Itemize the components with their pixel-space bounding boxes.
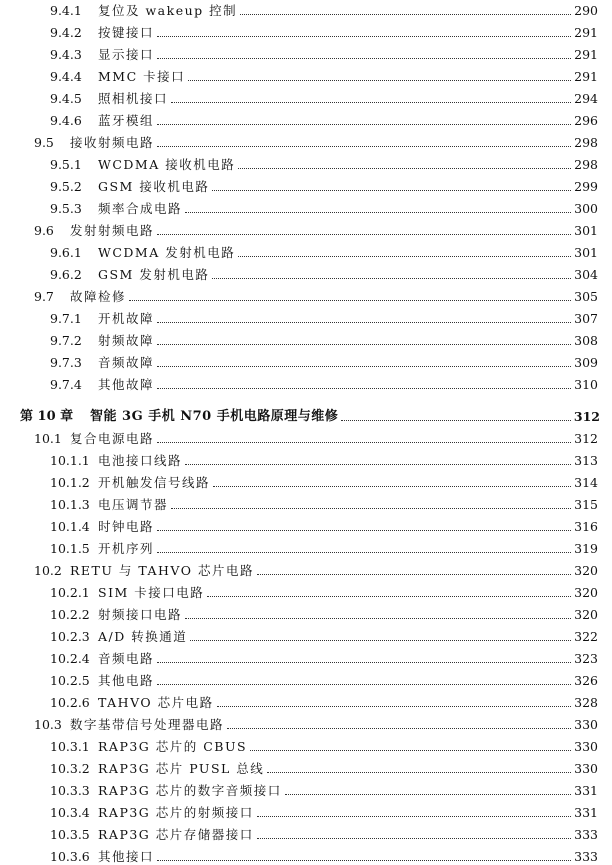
toc-entry[interactable]: [50, 534, 598, 556]
toc-entry-title: 开机故障: [98, 311, 155, 326]
dot-leader: [157, 58, 571, 59]
toc-entry[interactable]: [34, 424, 598, 446]
toc-entry-page: 330: [574, 739, 598, 754]
toc-entry-title: 照相机接口: [98, 91, 169, 106]
dot-leader: [157, 124, 571, 125]
toc-entry-number: 第 10 章: [20, 409, 74, 424]
dot-leader: [157, 552, 571, 553]
toc-entry[interactable]: [50, 194, 598, 216]
toc-entry-number: 9.5.2: [50, 179, 82, 194]
toc-entry-number: 9.4.2: [50, 25, 82, 40]
toc-entry-title: 复位及 wakeup 控制: [98, 3, 238, 18]
dot-leader: [171, 508, 571, 509]
toc-entry-page: 328: [574, 695, 598, 710]
toc-entry[interactable]: [50, 446, 598, 468]
toc-entry-page: 323: [574, 651, 598, 666]
toc-entry-number: 9.7.3: [50, 355, 82, 370]
toc-entry[interactable]: [50, 18, 598, 40]
toc-entry-page: 290: [574, 3, 598, 18]
toc-entry-title: 时钟电路: [98, 519, 155, 534]
toc-entry-page: 309: [574, 355, 598, 370]
dot-leader: [157, 146, 571, 147]
toc-entry-number: 9.6.2: [50, 267, 82, 282]
toc-entry[interactable]: [50, 348, 598, 370]
toc-entry[interactable]: [34, 710, 598, 732]
toc-entry-number: 10.1: [34, 431, 62, 446]
toc-entry-number: 9.7.1: [50, 311, 82, 326]
toc-entry-number: 9.5.1: [50, 157, 82, 172]
toc-entry-title: 蓝牙模组: [98, 113, 155, 128]
toc-entry-page: 315: [574, 497, 598, 512]
toc-entry-number: 9.6.1: [50, 245, 82, 260]
dot-leader: [185, 464, 571, 465]
toc-entry[interactable]: [50, 600, 598, 622]
toc-entry[interactable]: [50, 40, 598, 62]
toc-entry[interactable]: [50, 622, 598, 644]
dot-leader: [171, 102, 571, 103]
toc-entry-page: 298: [574, 135, 598, 150]
toc-entry[interactable]: [50, 260, 598, 282]
toc-entry-page: 312: [574, 431, 598, 446]
dot-leader: [257, 816, 571, 817]
toc-entry-number: 9.6: [34, 223, 54, 238]
toc-entry-title: 故障检修: [70, 289, 127, 304]
toc-entry-title: RETU 与 TAHVO 芯片电路: [70, 563, 254, 578]
dot-leader: [212, 190, 571, 191]
toc-entry-title: 其他故障: [98, 377, 155, 392]
dot-leader: [213, 486, 571, 487]
toc-entry-page: 301: [574, 223, 598, 238]
toc-entry[interactable]: [50, 798, 598, 820]
toc-entry[interactable]: [50, 0, 598, 18]
toc-entry-page: 312: [573, 409, 600, 424]
toc-entry-title: RAP3G 芯片的数字音频接口: [98, 783, 282, 798]
toc-entry[interactable]: [50, 820, 598, 842]
toc-entry-title: 开机序列: [98, 541, 155, 556]
toc-entry[interactable]: [50, 776, 598, 798]
toc-entry-title: 电压调节器: [98, 497, 169, 512]
toc-entry-number: 10.3: [34, 717, 62, 732]
toc-entry[interactable]: [50, 106, 598, 128]
toc-entry-number: 9.4.5: [50, 91, 82, 106]
toc-entry-number: 10.3.1: [50, 739, 90, 754]
toc-entry-number: 9.4.4: [50, 69, 82, 84]
toc-entry-page: 316: [574, 519, 598, 534]
toc-entry[interactable]: [20, 402, 600, 424]
toc-entry-title: 其他电路: [98, 673, 155, 688]
toc-entry[interactable]: [50, 688, 598, 710]
dot-leader: [188, 80, 571, 81]
toc-entry-page: 301: [574, 245, 598, 260]
toc-entry[interactable]: [50, 370, 598, 392]
dot-leader: [157, 366, 571, 367]
toc-entry-title: 频率合成电路: [98, 201, 183, 216]
dot-leader: [257, 574, 571, 575]
dot-leader: [250, 750, 571, 751]
toc-entry-page: 294: [574, 91, 598, 106]
toc-entry[interactable]: [50, 842, 598, 864]
toc-entry[interactable]: [50, 490, 598, 512]
toc-entry-title: RAP3G 芯片 PUSL 总线: [98, 761, 265, 776]
toc-entry-number: 10.2.5: [50, 673, 90, 688]
toc-entry-page: 304: [574, 267, 598, 282]
toc-entry-title: GSM 接收机电路: [98, 179, 210, 194]
toc-entry-number: 10.3.3: [50, 783, 90, 798]
toc-entry-title: 显示接口: [98, 47, 155, 62]
dot-leader: [267, 772, 571, 773]
toc-entry-page: 305: [574, 289, 598, 304]
toc-entry-number: 9.7.2: [50, 333, 82, 348]
toc-entry-title: WCDMA 接收机电路: [98, 157, 236, 172]
toc-entry[interactable]: [50, 84, 598, 106]
dot-leader: [157, 322, 571, 323]
toc-entry-title: RAP3G 芯片的 CBUS: [98, 739, 248, 754]
dot-leader: [240, 14, 571, 15]
toc-entry[interactable]: [34, 556, 598, 578]
toc-entry-title: 射频故障: [98, 333, 155, 348]
toc-entry-title: WCDMA 发射机电路: [98, 245, 236, 260]
toc-entry-number: 10.2: [34, 563, 62, 578]
toc-entry-page: 298: [574, 157, 598, 172]
toc-entry-page: 308: [574, 333, 598, 348]
toc-entry-page: 314: [574, 475, 598, 490]
toc-entry-title: RAP3G 芯片的射频接口: [98, 805, 254, 820]
dot-leader: [157, 344, 571, 345]
toc-entry-number: 9.5: [34, 135, 54, 150]
toc-entry-page: 291: [574, 69, 598, 84]
toc-entry[interactable]: [50, 172, 598, 194]
toc-entry-number: 10.2.6: [50, 695, 90, 710]
toc-entry[interactable]: [50, 644, 598, 666]
toc-entry-title: 开机触发信号线路: [98, 475, 211, 490]
toc-entry-title: 数字基带信号处理器电路: [70, 717, 225, 732]
toc-entry-number: 9.7.4: [50, 377, 82, 392]
toc-entry-page: 299: [574, 179, 598, 194]
toc-entry-page: 322: [574, 629, 598, 644]
toc-entry-page: 330: [574, 717, 598, 732]
toc-entry-number: 10.2.2: [50, 607, 90, 622]
toc-entry[interactable]: [50, 732, 598, 754]
toc-entry-title: 电池接口线路: [98, 453, 183, 468]
toc-entry-title: MMC 卡接口: [98, 69, 186, 84]
toc-entry[interactable]: [50, 304, 598, 326]
toc-entry-number: 10.3.2: [50, 761, 90, 776]
toc-entry-number: 10.2.4: [50, 651, 90, 666]
toc-entry-title: 按键接口: [98, 25, 155, 40]
dot-leader: [157, 36, 571, 37]
dot-leader: [341, 420, 571, 421]
dot-leader: [157, 530, 571, 531]
dot-leader: [185, 212, 571, 213]
toc-entry-number: 9.5.3: [50, 201, 82, 216]
dot-leader: [238, 256, 571, 257]
toc-entry[interactable]: [50, 666, 598, 688]
dot-leader: [157, 662, 571, 663]
dot-leader: [157, 860, 571, 861]
toc-entry-number: 9.4.1: [50, 3, 82, 18]
toc-entry-page: 330: [574, 761, 598, 776]
toc-entry-page: 331: [574, 783, 598, 798]
toc-entry[interactable]: [50, 468, 598, 490]
toc-entry-page: 331: [574, 805, 598, 820]
toc-entry[interactable]: [50, 754, 598, 776]
toc-entry-page: 320: [574, 585, 598, 600]
dot-leader: [157, 684, 571, 685]
toc-entry-number: 9.4.6: [50, 113, 82, 128]
toc-entry[interactable]: [34, 282, 598, 304]
dot-leader: [238, 168, 571, 169]
toc-entry[interactable]: [50, 578, 598, 600]
toc-entry-title: 射频接口电路: [98, 607, 183, 622]
toc-entry-number: 10.2.3: [50, 629, 90, 644]
toc-entry-title: GSM 发射机电路: [98, 267, 210, 282]
toc-entry-title: 音频电路: [98, 651, 155, 666]
toc-entry[interactable]: [50, 238, 598, 260]
toc-entry-number: 10.3.5: [50, 827, 90, 842]
toc-entry-page: 319: [574, 541, 598, 556]
toc-entry-page: 291: [574, 47, 598, 62]
toc-entry[interactable]: [34, 216, 598, 238]
toc-entry-page: 310: [574, 377, 598, 392]
toc-entry-number: 10.3.6: [50, 849, 90, 864]
toc-entry-number: 9.4.3: [50, 47, 82, 62]
dot-leader: [185, 618, 571, 619]
toc-entry-number: 10.1.4: [50, 519, 90, 534]
dot-leader: [227, 728, 571, 729]
toc-entry-title: RAP3G 芯片存储器接口: [98, 827, 254, 842]
dot-leader: [157, 442, 571, 443]
toc-entry[interactable]: [50, 326, 598, 348]
toc-entry-title: SIM 卡接口电路: [98, 585, 205, 600]
toc-entry-page: 333: [574, 827, 598, 842]
toc-entry-page: 296: [574, 113, 598, 128]
dot-leader: [129, 300, 571, 301]
toc-entry[interactable]: [50, 62, 598, 84]
toc-entry-page: 320: [574, 563, 598, 578]
toc-entry[interactable]: [50, 512, 598, 534]
toc-entry[interactable]: [50, 150, 598, 172]
toc-entry-title: 智能 3G 手机 N70 手机电路原理与维修: [90, 409, 339, 424]
toc-entry[interactable]: [34, 128, 598, 150]
toc-entry-title: TAHVO 芯片电路: [98, 695, 214, 710]
toc-entry-page: 313: [574, 453, 598, 468]
dot-leader: [285, 794, 571, 795]
toc-entry-page: 333: [574, 849, 598, 864]
toc-entry-title: 复合电源电路: [70, 431, 155, 446]
toc-entry-number: 10.1.2: [50, 475, 90, 490]
toc-entry-page: 326: [574, 673, 598, 688]
dot-leader: [207, 596, 571, 597]
toc-entry-page: 307: [574, 311, 598, 326]
toc-entry-page: 320: [574, 607, 598, 622]
toc-entry-title: A/D 转换通道: [98, 629, 188, 644]
toc-entry-number: 9.7: [34, 289, 54, 304]
dot-leader: [212, 278, 571, 279]
dot-leader: [157, 388, 571, 389]
dot-leader: [190, 640, 571, 641]
toc-entry-number: 10.1.3: [50, 497, 90, 512]
toc-entry-number: 10.3.4: [50, 805, 90, 820]
dot-leader: [157, 234, 571, 235]
toc-entry-title: 发射射频电路: [70, 223, 155, 238]
dot-leader: [217, 706, 572, 707]
toc-entry-number: 10.1.5: [50, 541, 90, 556]
toc-entry-title: 音频故障: [98, 355, 155, 370]
dot-leader: [257, 838, 571, 839]
toc-entry-number: 10.2.1: [50, 585, 90, 600]
toc-entry-title: 其他接口: [98, 849, 155, 864]
toc-entry-page: 291: [574, 25, 598, 40]
toc-entry-number: 10.1.1: [50, 453, 90, 468]
toc-entry-page: 300: [574, 201, 598, 216]
toc-entry-title: 接收射频电路: [70, 135, 155, 150]
